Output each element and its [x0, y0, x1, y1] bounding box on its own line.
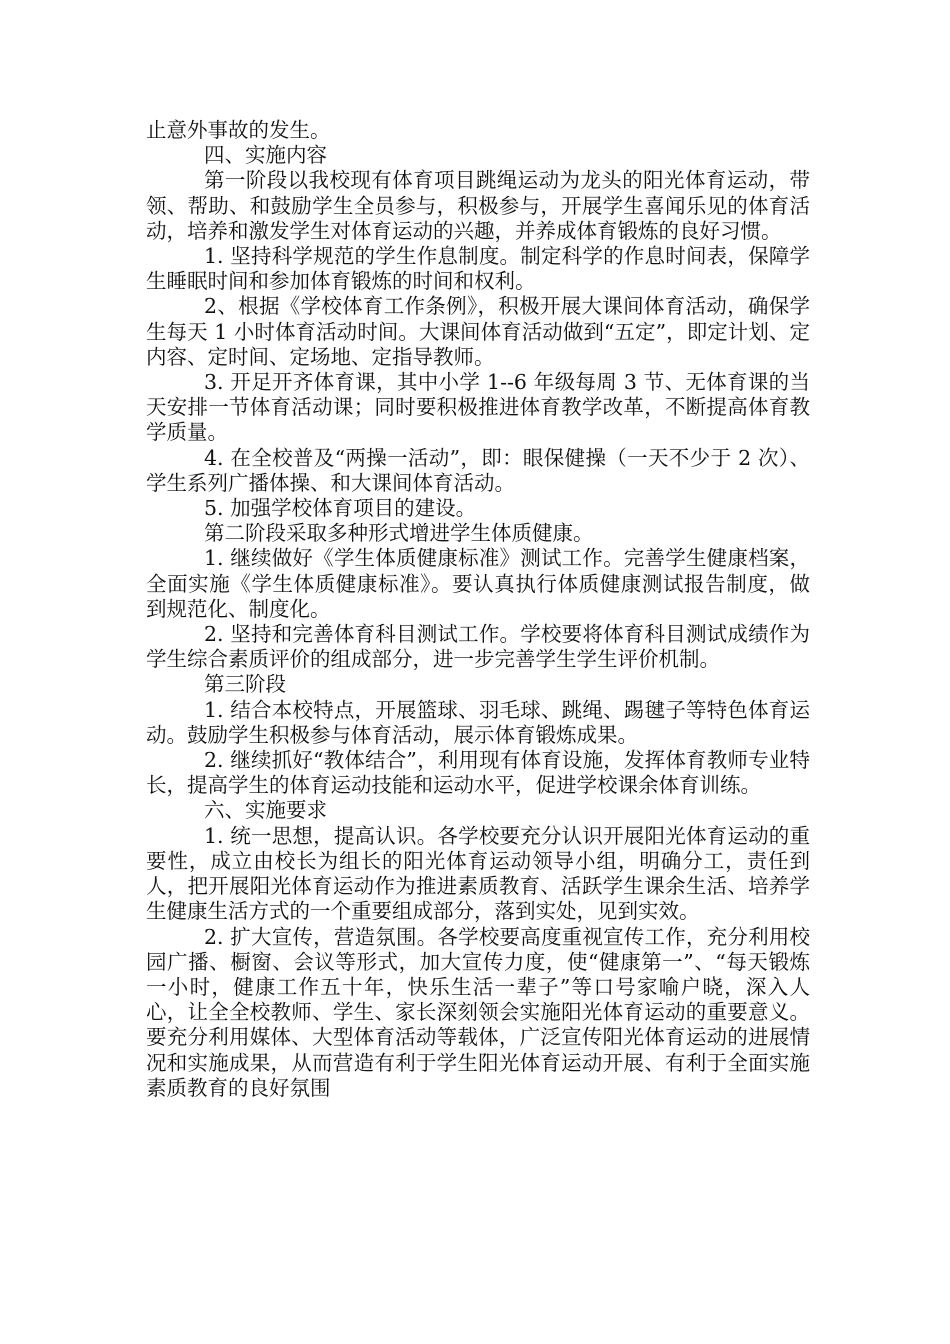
paragraph-stage-one-item-4: 4. 在全校普及“两操一活动”，即：眼保健操（一天不少于 2 次）、学生系列广播体操、和大课间体育活动。 — [146, 445, 810, 495]
paragraph-stage-three-item-2: 2. 继续抓好“教体结合”，利用现有体育设施，发挥体育教师专业特长，提高学生的体育运动技能和运动水平，促进学校课余体育训练。 — [146, 748, 810, 798]
paragraph-stage-two-item-1: 1. 继续做好《学生体质健康标准》测试工作。完善学生健康档案，全面实施《学生体质健康标准》。要认真执行体质健康测试报告制度，做到规范化、制度化。 — [146, 546, 810, 621]
paragraph-stage-one-intro: 第一阶段以我校现有体育项目跳绳运动为龙头的阳光体育运动，带领、帮助、和鼓励学生全员参与，积极参与，开展学生喜闻乐见的体育活动，培养和激发学生对体育运动的兴趣，并养成体育锻炼的良好习惯。 — [146, 168, 810, 243]
paragraph-continuation: 止意外事故的发生。 — [146, 118, 331, 142]
paragraph-requirement-2: 2. 扩大宣传，营造氛围。各学校要高度重视宣传工作，充分利用校园广播、橱窗、会议等形式，加大宣传力度，使“健康第一”、“每天锻炼一小时，健康工作五十年，快乐生活一辈子”等口号家喻户晓，深入人心，让全全校教师、学生、家长深刻领会实施阳光体育运动的重要意义。要充分利用媒体、大型体育活动等载体，广泛宣传阳光体育运动的进展情况和实施成果，从而营造有利于学生阳光体育运动开展、有利于全面实施素质教育的良好氛围 — [146, 924, 810, 1100]
paragraph-stage-one-item-2: 2、根据《学校体育工作条例》，积极开展大课间体育活动，确保学生每天 1 小时体育活动时间。大课间体育活动做到“五定”，即定计划、定内容、定时间、定场地、定指导教师。 — [146, 294, 810, 369]
section-heading-implementation-requirements: 六、实施要求 — [204, 798, 327, 823]
section-heading-implementation-content: 四、实施内容 — [204, 143, 327, 168]
paragraph-stage-one-item-1: 1. 坚持科学规范的学生作息制度。制定科学的作息时间表，保障学生睡眠时间和参加体育锻炼的时间和权利。 — [146, 244, 810, 294]
paragraph-stage-three-heading: 第三阶段 — [204, 672, 286, 697]
paragraph-stage-three-item-1: 1. 结合本校特点，开展篮球、羽毛球、跳绳、踢毽子等特色体育运动。鼓励学生积极参与体育活动，展示体育锻炼成果。 — [146, 697, 810, 747]
paragraph-stage-one-item-3: 3. 开足开齐体育课，其中小学 1--6 年级每周 3 节、无体育课的当天安排一节体育活动课；同时要积极推进体育教学改革，不断提高体育教学质量。 — [146, 370, 810, 445]
paragraph-stage-one-item-5: 5. 加强学校体育项目的建设。 — [204, 496, 477, 521]
paragraph-stage-two-item-2: 2. 坚持和完善体育科目测试工作。学校要将体育科目测试成绩作为学生综合素质评价的组成部分，进一步完善学生学生评价机制。 — [146, 622, 810, 672]
paragraph-stage-two-intro: 第二阶段采取多种形式增进学生体质健康。 — [204, 521, 594, 546]
paragraph-requirement-1: 1. 统一思想，提高认识。各学校要充分认识开展阳光体育运动的重要性，成立由校长为组长的阳光体育运动领导小组，明确分工，责任到人，把开展阳光体育运动作为推进素质教育、活跃学生课余生活、培养学生健康生活方式的一个重要组成部分，落到实处，见到实效。 — [146, 823, 810, 924]
document-body — [146, 118, 810, 1101]
